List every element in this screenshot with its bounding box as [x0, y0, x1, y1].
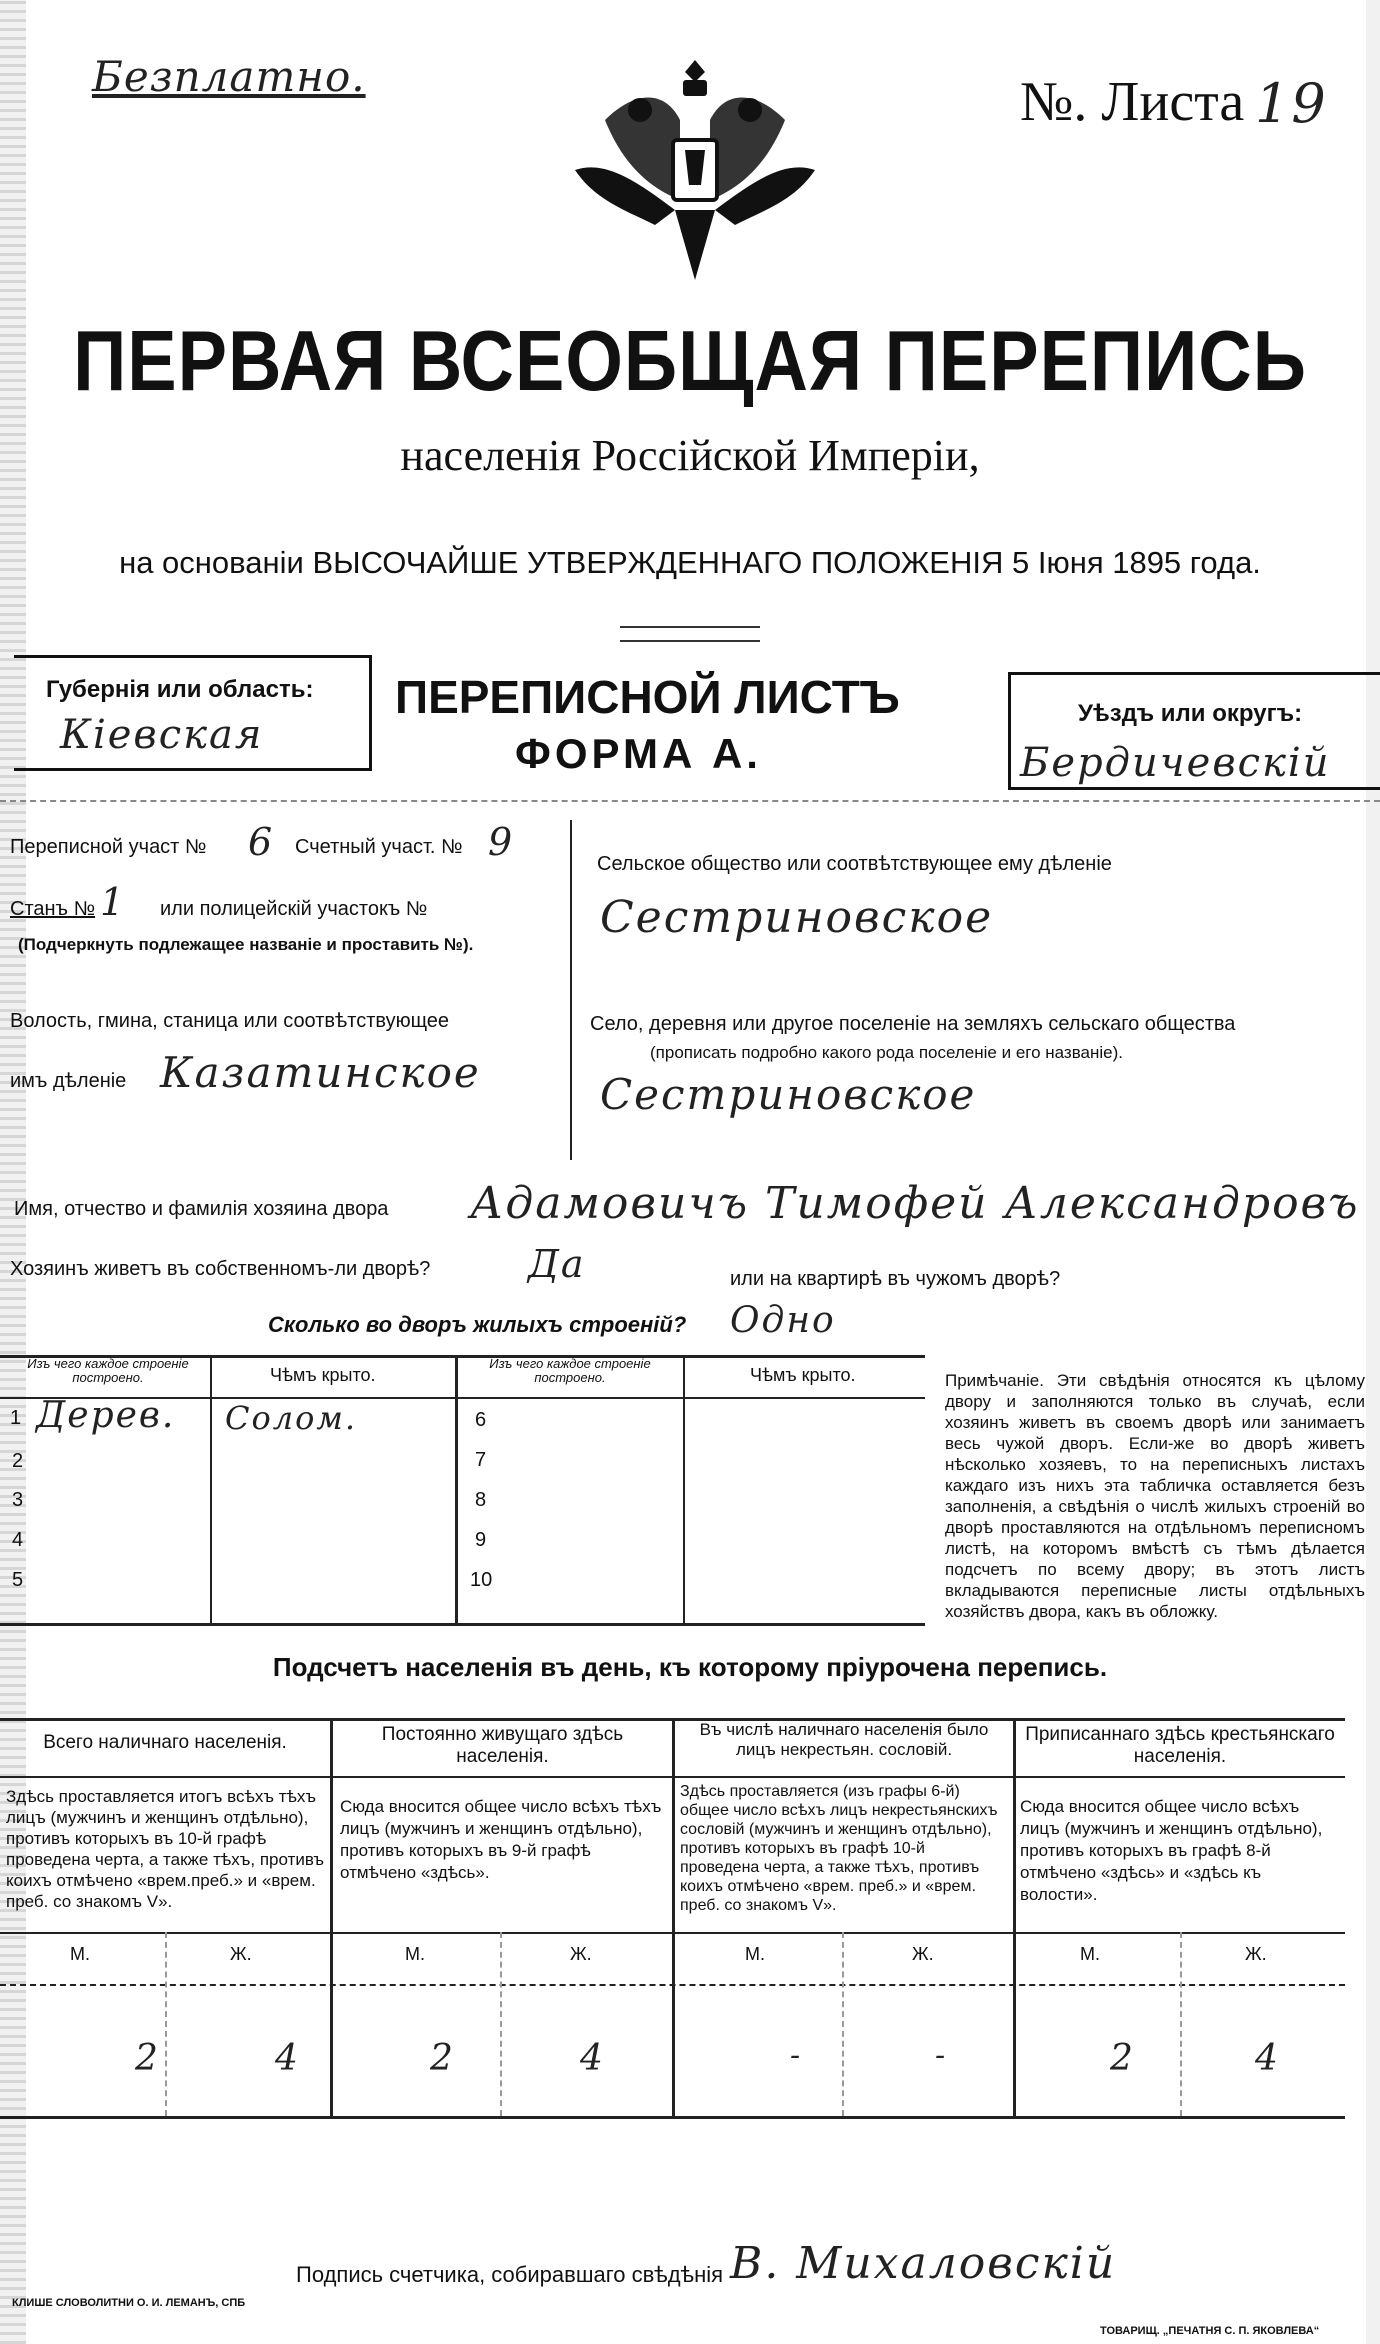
building-row-number: 10: [470, 1569, 493, 1591]
building-row-number: 8: [475, 1489, 487, 1511]
total-col-1-desc: Здѣсь проставляется итогъ всѣхъ тѣхъ лицъ (мужчинъ и женщинъ отдѣльно), противъ которыхъ въ 10-й графѣ проведена черта, а также тѣхъ, противъ коихъ отмѣчено «врем.преб.» и «врем. преб. со знакомъ V».: [6, 1787, 324, 1911]
footer-printer-left: КЛИШЕ СЛОВОЛИТНИ О. И. ЛЕМАНЪ, СПБ: [12, 2297, 246, 2309]
village-value: Сестриновское: [600, 1070, 977, 1119]
census-subtitle: населенія Россійской Имперіи,: [400, 431, 980, 480]
section-separator: [0, 800, 1380, 802]
total-col-3-female-label: Ж.: [912, 1944, 934, 1964]
free-label: Безплатно.: [92, 52, 366, 101]
district-value: Бердичевскій: [1020, 740, 1331, 786]
building-row-number: 2: [12, 1450, 24, 1472]
total-col-4-desc: Сюда вносится общее число всѣхъ лицъ (мужчинъ и женщинъ отдѣльно), противъ которыхъ въ графѣ 8-й отмѣчено «здѣсь» и «здѣсь къ волости».: [1020, 1797, 1323, 1904]
volost-label-2: имъ дѣленіе: [10, 1070, 127, 1092]
society-label: Сельское общество или соотвѣтствующее ему дѣленіе: [597, 853, 1112, 875]
total-col-2-male-label: М.: [405, 1944, 425, 1964]
province-value: Кіевская: [60, 712, 264, 758]
province-label: Губернія или область:: [46, 676, 314, 703]
stan-rest: или полицейскій участокъ №: [160, 898, 428, 920]
buildings-col-roof-2: Чѣмъ крыто.: [750, 1365, 856, 1385]
column-divider: [570, 820, 572, 1160]
total-col-2-desc: Сюда вносится общее число всѣхъ тѣхъ лицъ (мужчинъ и женщинъ отдѣльно), противъ которыхъ въ 9-й графѣ отмѣчено «здѣсь».: [340, 1797, 662, 1882]
owner-lives-alt: или на квартирѣ въ чужомъ дворѣ?: [730, 1268, 1061, 1290]
total-col-1-title: Всего наличнаго населенія.: [43, 1732, 287, 1753]
total-col-3-male-label: М.: [745, 1944, 765, 1964]
signature-value: В. Михаловскій: [730, 2238, 1117, 2289]
building-row-number: 6: [475, 1409, 487, 1431]
total-col-2-female-value: 4: [580, 2038, 605, 2079]
total-col-2-female-label: Ж.: [570, 1944, 592, 1964]
owner-lives-value: Да: [528, 1242, 586, 1286]
buildings-count-value: Одно: [730, 1300, 836, 1341]
footer-printer-right: ТОВАРИЩ. „ПЕЧАТНЯ С. П. ЯКОВЛЕВА“: [1100, 2325, 1320, 2337]
stan-note: (Подчеркнуть подлежащее названіе и проставить №).: [18, 935, 474, 954]
building-row-roof: Солом.: [225, 1399, 358, 1437]
total-col-2-title: Постоянно живущаго здѣсь населенія.: [381, 1724, 624, 1767]
remark-text: Примѣчаніе. Эти свѣдѣнія относятся къ цѣлому двору и заполняются только въ случаѣ, если хозяинъ живетъ въ своемъ дворѣ или занимаетъ весь чужой дворъ. Если-же во дворѣ живетъ нѣсколько хозяевъ, то на переписныхъ листахъ каждаго изъ нихъ эта табличка оставляется безъ заполненія, а свѣдѣнія о числѣ жилыхъ строеній во дворѣ проставляются на отдѣльномъ переписномъ листѣ, на которомъ вмѣстѣ съ тѣмъ дѣлается подсчетъ по всему двору; въ этотъ листъ вкладываются переписные листы отдѣльныхъ хозяйствъ двора, какъ въ обложку.: [945, 1371, 1365, 1621]
owner-name-value: Адамовичъ Тимофей Александровъ: [470, 1178, 1360, 1229]
total-col-1-male-value: 2: [135, 2038, 160, 2079]
total-col-1-male-label: М.: [70, 1944, 90, 1964]
total-col-3-male-value: -: [790, 2038, 803, 2073]
census-title: ПЕРВАЯ ВСЕОБЩАЯ ПЕРЕПИСЬ: [73, 312, 1307, 409]
total-col-4-female-value: 4: [1255, 2038, 1280, 2079]
buildings-table: [0, 1355, 925, 1625]
sheet-number-label: №. Листа: [1020, 71, 1245, 133]
volost-value: Казатинское: [160, 1048, 481, 1097]
totals-table: [0, 1718, 1345, 2118]
form-title: ПЕРЕПИСНОЙ ЛИСТЪ: [395, 671, 900, 723]
census-basis-line: на основаніи ВЫСОЧАЙШЕ УТВЕРЖДЕННАГО ПОЛОЖЕНІЯ 5 Іюня 1895 года.: [119, 545, 1261, 580]
census-section-value: 6: [248, 820, 275, 864]
owner-name-label: Имя, отчество и фамилія хозяина двора: [14, 1198, 389, 1220]
building-row-number: 9: [475, 1529, 487, 1551]
total-col-2-male-value: 2: [430, 2038, 455, 2079]
stan-value: 1: [100, 880, 127, 924]
census-section-label: Переписной участ №: [10, 836, 207, 858]
district-label: Уѣздъ или округъ:: [1078, 700, 1303, 727]
stan-label: Станъ №: [10, 898, 96, 920]
total-col-4-male-label: М.: [1080, 1944, 1100, 1964]
total-col-1-female-label: Ж.: [230, 1944, 252, 1964]
total-col-3-title: Въ числѣ наличнаго населенія было лицъ некрестьян. сословій.: [699, 1720, 989, 1759]
building-row-number: 4: [12, 1529, 24, 1551]
building-row-number: 1: [10, 1407, 22, 1429]
total-col-3-desc: Здѣсь проставляется (изъ графы 6-й) общее число всѣхъ лицъ некрестьянскихъ сословій (мужчинъ и женщинъ отдѣльно), противъ которыхъ въ графѣ 10-й проведена черта, а также тѣхъ, противъ коихъ отмѣчено «врем. преб.» и «врем. преб. со знакомъ V».: [680, 1783, 998, 1914]
count-section-value: 9: [488, 820, 515, 864]
building-row-number: 3: [12, 1489, 24, 1511]
total-col-4-male-value: 2: [1110, 2038, 1135, 2079]
sheet-number-value: 19: [1255, 72, 1328, 135]
ornament-divider: [620, 626, 760, 642]
total-col-4-female-label: Ж.: [1245, 1944, 1267, 1964]
signature-label: Подпись счетчика, собиравшаго свѣдѣнія: [296, 2262, 724, 2287]
building-row-material: Дерев.: [36, 1395, 176, 1436]
village-label: Село, деревня или другое поселеніе на земляхъ сельскаго общества: [590, 1013, 1236, 1035]
total-col-1-female-value: 4: [275, 2038, 300, 2079]
buildings-col-material-2: Изъ чего каждое строеніе построено.: [489, 1356, 651, 1385]
form-type: ФОРМА А.: [515, 730, 762, 777]
building-row-number: 7: [475, 1449, 487, 1471]
volost-label: Волость, гмина, станица или соотвѣтствующее: [10, 1010, 450, 1032]
building-row-number: 5: [12, 1569, 24, 1591]
buildings-count-label: Сколько во дворъ жилыхъ строеній?: [268, 1312, 687, 1337]
village-note: (прописать подробно какого рода поселеніе и его названіе).: [650, 1043, 1124, 1062]
society-value: Сестриновское: [600, 892, 994, 943]
count-section-label: Счетный участ. №: [295, 836, 463, 858]
total-col-4-title: Приписаннаго здѣсь крестьянскаго населенія.: [1025, 1724, 1335, 1767]
buildings-col-material-1: Изъ чего каждое строеніе построено.: [27, 1356, 189, 1385]
total-col-3-female-value: -: [935, 2038, 948, 2073]
double-headed-eagle-emblem: [565, 50, 825, 290]
buildings-col-roof-1: Чѣмъ крыто.: [270, 1365, 376, 1385]
totals-heading: Подсчетъ населенія въ день, къ которому пріурочена перепись.: [272, 1652, 1108, 1682]
owner-lives-label: Хозяинъ живетъ въ собственномъ-ли дворѣ?: [10, 1258, 431, 1280]
